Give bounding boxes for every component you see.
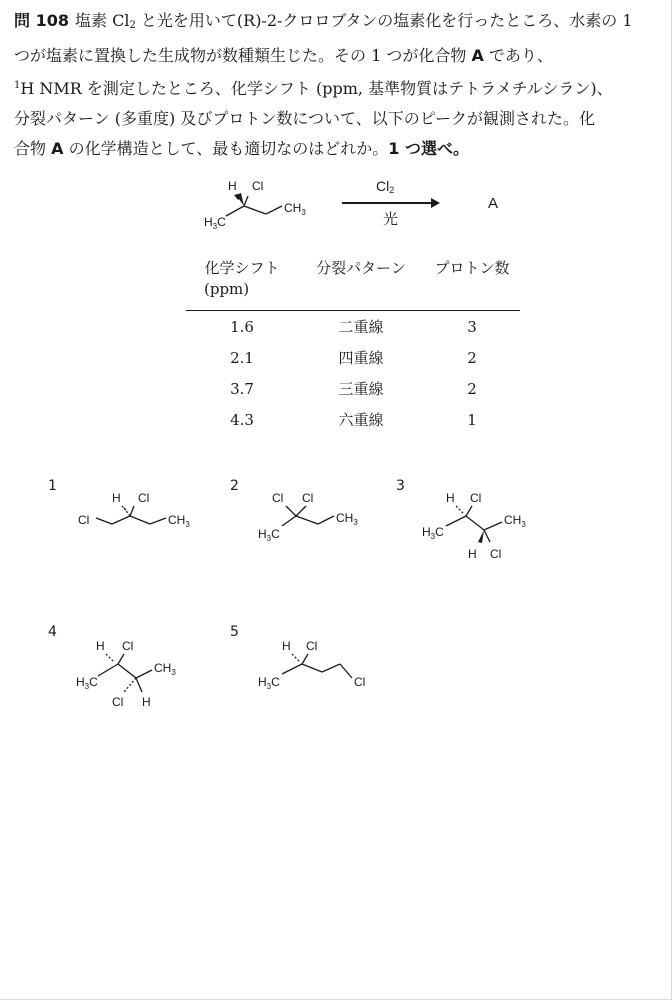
question-line-2: つが塩素に置換した生成物が数種類生じた。その 1 つが化合物 A であり、: [14, 46, 553, 65]
option-number-2: 2: [230, 478, 239, 494]
svg-text:CH3: $CH_3$: [168, 513, 190, 529]
nmr-table: [186, 254, 520, 435]
header-shift: 化学シフト: [204, 258, 280, 277]
svg-text:H3C: $H_3C$: [76, 675, 98, 691]
starting-material-structure: [196, 176, 326, 236]
table-row: 1.6 二重線 3: [230, 317, 477, 336]
svg-text:H: H: [96, 639, 105, 653]
svg-text:Cl: Cl: [490, 547, 502, 561]
question-number: 問 108: [14, 11, 69, 30]
option-number-4: 4: [48, 624, 57, 640]
instruction: 1 つ選べ。: [388, 139, 469, 158]
svg-text:H3C: $H_3C$: [258, 675, 280, 691]
table-row: 4.3 六重線 1: [230, 410, 477, 429]
table-row: 3.7 三重線 2: [230, 379, 477, 398]
svg-text:H: H: [112, 491, 121, 505]
table-unit-row: [186, 280, 520, 311]
question-text: [14, 6, 660, 164]
question-line-4: 分裂パターン (多重度) 及びプロトン数について、以下のピークが観測された。化: [14, 109, 596, 128]
header-protons: プロトン数: [434, 258, 510, 277]
table-row: 2.1 四重線 2: [230, 348, 477, 367]
svg-text:Cl: Cl: [252, 179, 264, 193]
svg-text:Cl: Cl: [354, 675, 366, 689]
svg-text:H3C: $H_3C$: [422, 525, 444, 541]
svg-text:H3C: $H_3C$: [258, 527, 280, 543]
product-label: A: [488, 195, 499, 212]
compound-label: A: [471, 46, 484, 65]
svg-text:H: H: [142, 695, 151, 709]
svg-text:Cl: Cl: [78, 513, 90, 527]
svg-text:Cl: Cl: [138, 491, 150, 505]
question-line-3: $^1$H NMR を測定したところ、化学シフト (ppm, 基準物質はテトラメチルシラン)、: [14, 79, 613, 98]
option-2-structure: [256, 486, 386, 542]
header-pattern: 分裂パターン: [316, 258, 406, 277]
option-1-structure: [76, 486, 206, 536]
option-5-structure: [256, 634, 386, 698]
option-number-5: 5: [230, 624, 239, 640]
svg-text:CH3: $CH_3$: [336, 511, 358, 527]
header-unit: (ppm): [204, 280, 250, 298]
svg-text:Cl: Cl: [112, 695, 124, 709]
svg-text:CH3: $CH_3$: [284, 201, 306, 217]
table-header-row: [186, 254, 520, 280]
svg-text:Cl: Cl: [306, 639, 318, 653]
svg-text:Cl: Cl: [122, 639, 134, 653]
question-line-1: 問 108 塩素 $Cl_2$ と光を用いて(R)-2-クロロブタンの塩素化を行ったところ、水素の 1: [14, 11, 633, 31]
reagent-label: $Cl_2$: [376, 178, 395, 195]
option-number-1: 1: [48, 478, 57, 494]
option-number-3: 3: [396, 478, 405, 494]
svg-text:Cl: Cl: [272, 491, 284, 505]
svg-text:H3C: $H_3C$: [204, 215, 226, 231]
reaction-arrow: [342, 202, 438, 204]
question-line-5: 合物 A の化学構造として、最も適切なのはどれか。1 つ選べ。: [14, 139, 469, 158]
option-4-structure: [76, 634, 206, 714]
svg-text:H: H: [468, 547, 477, 561]
svg-text:H: H: [446, 491, 455, 505]
svg-text:CH3: $CH_3$: [504, 513, 526, 529]
svg-text:Cl: Cl: [470, 491, 482, 505]
svg-text:H: H: [228, 179, 237, 193]
svg-text:H: H: [282, 639, 291, 653]
svg-text:CH3: $CH_3$: [154, 661, 176, 677]
option-3-structure: [420, 486, 550, 566]
svg-text:Cl: Cl: [302, 491, 314, 505]
wedge-bond: [236, 193, 244, 206]
condition-label: 光: [383, 210, 399, 228]
